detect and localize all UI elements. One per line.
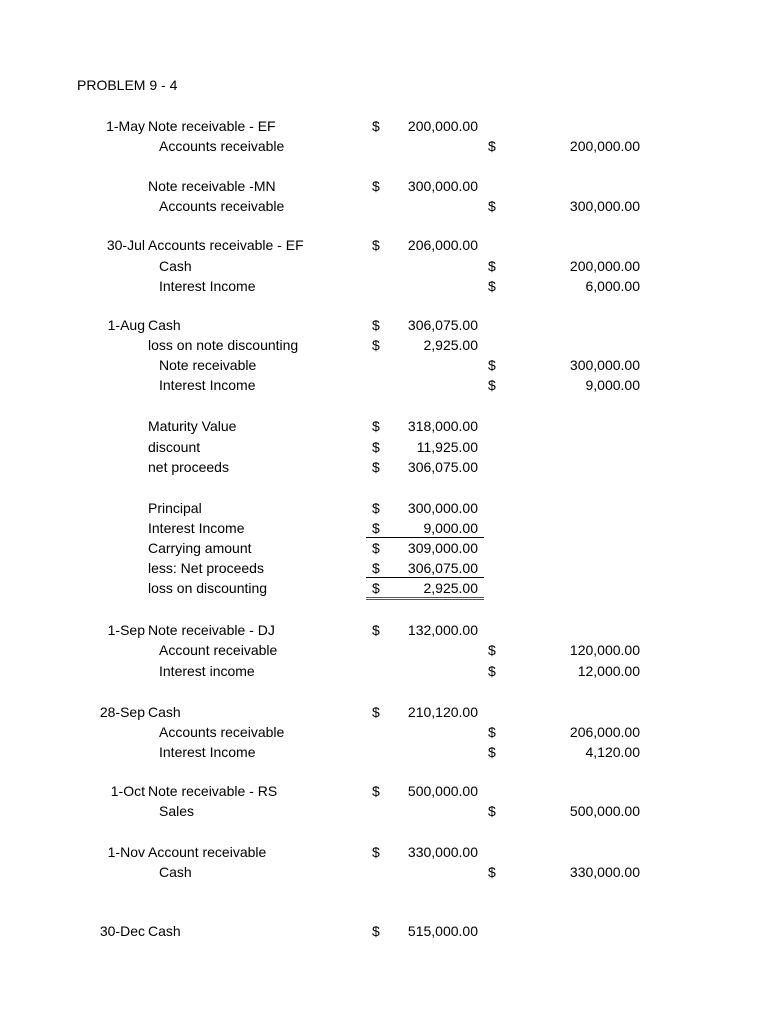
debit-dollar-sign: $: [372, 783, 380, 799]
debit-dollar-sign: $: [372, 178, 380, 194]
account-label: Sales: [159, 803, 195, 819]
credit-dollar-sign: $: [488, 642, 496, 658]
debit-dollar-sign: $: [372, 622, 380, 638]
page-title: PROBLEM 9 - 4: [77, 77, 178, 93]
credit-amount: 6,000.00: [585, 278, 640, 294]
account-label: Cash: [148, 704, 181, 720]
credit-dollar-sign: $: [488, 198, 496, 214]
debit-dollar-sign: $: [372, 337, 380, 353]
credit-dollar-sign: $: [488, 724, 496, 740]
account-label: Interest income: [159, 663, 255, 679]
account-label: Interest Income: [159, 278, 256, 294]
credit-amount: 200,000.00: [569, 258, 640, 274]
debit-amount: 132,000.00: [407, 622, 478, 638]
debit-amount: 515,000.00: [407, 923, 478, 939]
credit-amount: 300,000.00: [569, 198, 640, 214]
account-label: Cash: [148, 317, 181, 333]
account-label: net proceeds: [148, 459, 229, 475]
debit-dollar-sign: $: [372, 439, 380, 455]
debit-dollar-sign: $: [372, 500, 380, 516]
credit-dollar-sign: $: [488, 258, 496, 274]
credit-dollar-sign: $: [488, 278, 496, 294]
debit-dollar-sign: $: [372, 520, 380, 536]
debit-dollar-sign: $: [372, 540, 380, 556]
debit-amount: 210,120.00: [407, 704, 478, 720]
subtotal-underline: [366, 577, 484, 578]
account-label: Accounts receivable: [159, 724, 285, 740]
debit-dollar-sign: $: [372, 580, 380, 596]
debit-dollar-sign: $: [372, 844, 380, 860]
account-label: Interest Income: [148, 520, 245, 536]
account-label: Principal: [148, 500, 202, 516]
entry-date: 1-May: [106, 118, 145, 134]
account-label: Note receivable: [159, 357, 257, 373]
debit-amount: 318,000.00: [407, 418, 478, 434]
account-label: Cash: [148, 923, 181, 939]
total-double-underline: [366, 597, 484, 600]
credit-dollar-sign: $: [488, 357, 496, 373]
debit-amount: 2,925.00: [423, 337, 478, 353]
account-label: Account receivable: [159, 642, 278, 658]
credit-amount: 4,120.00: [585, 744, 640, 760]
entry-date: 1-Nov: [107, 844, 145, 860]
subtotal-underline: [366, 537, 484, 538]
account-label: Carrying amount: [148, 540, 252, 556]
debit-amount: 11,925.00: [416, 439, 478, 455]
account-label: Account receivable: [148, 844, 267, 860]
account-label: Cash: [159, 258, 192, 274]
account-label: Cash: [159, 864, 192, 880]
credit-amount: 12,000.00: [577, 663, 640, 679]
debit-amount: 300,000.00: [407, 178, 478, 194]
credit-dollar-sign: $: [488, 663, 496, 679]
debit-dollar-sign: $: [372, 118, 380, 134]
entry-date: 30-Jul: [106, 237, 145, 253]
account-label: loss on note discounting: [148, 337, 299, 353]
entry-date: 1-Oct: [110, 783, 145, 799]
account-label: Interest Income: [159, 377, 256, 393]
debit-dollar-sign: $: [372, 923, 380, 939]
debit-amount: 2,925.00: [423, 580, 478, 596]
debit-amount: 200,000.00: [407, 118, 478, 134]
debit-dollar-sign: $: [372, 459, 380, 475]
debit-dollar-sign: $: [372, 237, 380, 253]
account-label: discount: [148, 439, 201, 455]
account-label: Note receivable - RS: [148, 783, 278, 799]
debit-amount: 500,000.00: [407, 783, 478, 799]
credit-amount: 300,000.00: [569, 357, 640, 373]
entry-date: 28-Sep: [99, 704, 145, 720]
debit-dollar-sign: $: [372, 560, 380, 576]
account-label: Note receivable -MN: [148, 178, 276, 194]
debit-dollar-sign: $: [372, 418, 380, 434]
entry-date: 30-Dec: [99, 923, 145, 939]
account-label: Accounts receivable: [159, 138, 285, 154]
debit-dollar-sign: $: [372, 317, 380, 333]
account-label: loss on discounting: [148, 580, 268, 596]
account-label: Maturity Value: [148, 418, 237, 434]
credit-dollar-sign: $: [488, 377, 496, 393]
account-label: Interest Income: [159, 744, 256, 760]
debit-amount: 206,000.00: [407, 237, 478, 253]
credit-dollar-sign: $: [488, 744, 496, 760]
account-label: Note receivable - DJ: [148, 622, 275, 638]
account-label: less: Net proceeds: [148, 560, 264, 576]
credit-amount: 206,000.00: [569, 724, 640, 740]
credit-dollar-sign: $: [488, 138, 496, 154]
credit-amount: 500,000.00: [569, 803, 640, 819]
debit-amount: 330,000.00: [407, 844, 478, 860]
credit-dollar-sign: $: [488, 803, 496, 819]
credit-amount: 200,000.00: [569, 138, 640, 154]
debit-amount: 306,075.00: [407, 459, 478, 475]
credit-amount: 330,000.00: [569, 864, 640, 880]
account-label: Note receivable - EF: [148, 118, 276, 134]
debit-dollar-sign: $: [372, 704, 380, 720]
debit-amount: 306,075.00: [407, 560, 478, 576]
account-label: Accounts receivable: [159, 198, 285, 214]
credit-amount: 9,000.00: [585, 377, 640, 393]
debit-amount: 9,000.00: [423, 520, 478, 536]
credit-amount: 120,000.00: [569, 642, 640, 658]
entry-date: 1-Aug: [107, 317, 145, 333]
debit-amount: 306,075.00: [407, 317, 478, 333]
credit-dollar-sign: $: [488, 864, 496, 880]
debit-amount: 300,000.00: [407, 500, 478, 516]
account-label: Accounts receivable - EF: [148, 237, 304, 253]
debit-amount: 309,000.00: [407, 540, 478, 556]
entry-date: 1-Sep: [107, 622, 145, 638]
